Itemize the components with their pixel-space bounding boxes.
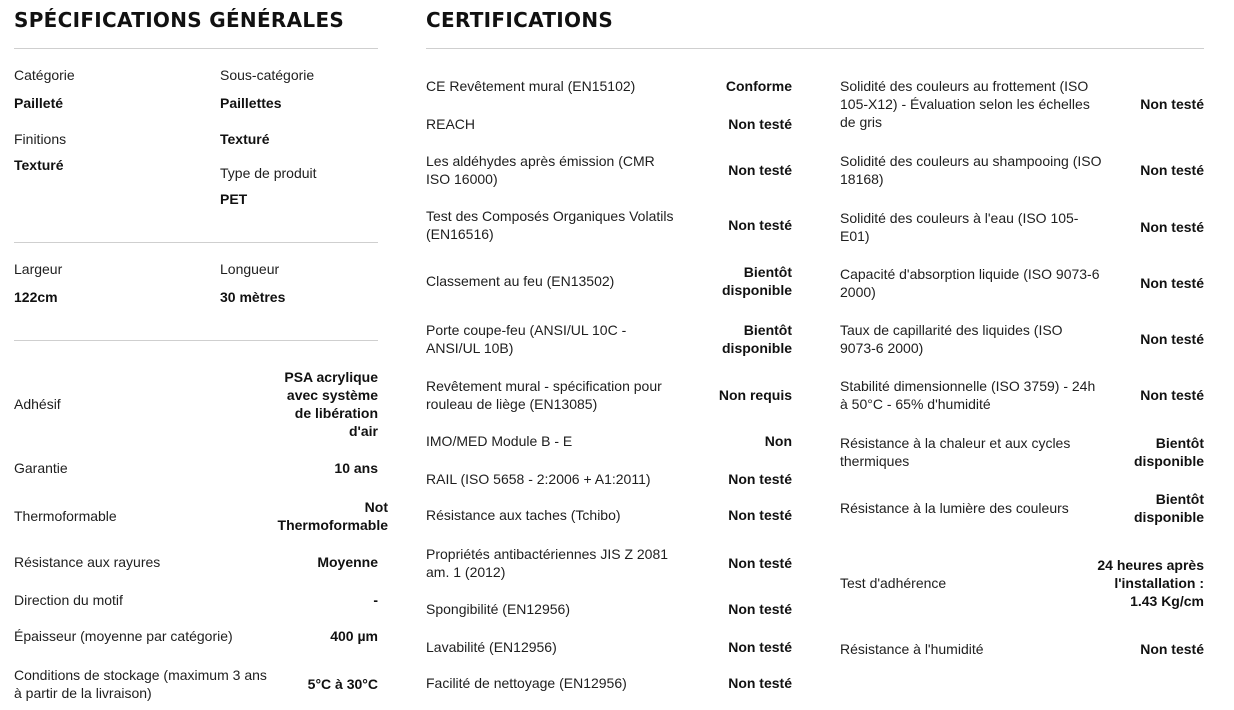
certification-label: Solidité des couleurs au shampooing (ISO 18168) xyxy=(840,153,1102,187)
spec-label: Adhésif xyxy=(14,396,61,412)
spec-label: Thermoformable xyxy=(14,508,117,524)
categorie-value: Pailleté xyxy=(14,95,64,111)
texture-value: Texturé xyxy=(220,131,270,147)
certification-label: Solidité des couleurs au frottement (ISO 105-X12) - Évaluation selon les échelles de gris xyxy=(840,78,1090,130)
spec-value: 400 µm xyxy=(330,628,378,644)
spec-label: Épaisseur (moyenne par catégorie) xyxy=(14,628,233,644)
largeur-value: 122cm xyxy=(14,289,58,305)
certification-row xyxy=(426,637,792,657)
largeur-label: Largeur xyxy=(14,261,63,277)
certification-row xyxy=(840,376,1204,414)
spec-label: Garantie xyxy=(14,460,68,476)
certification-row xyxy=(426,544,792,582)
general-title-divider xyxy=(14,48,378,49)
finitions-label: Finitions xyxy=(14,131,67,147)
sous-categorie-label: Sous-catégorie xyxy=(220,67,315,83)
certification-value: Non testé xyxy=(728,217,792,233)
certification-value: Non testé xyxy=(728,507,792,523)
certification-row xyxy=(426,320,792,358)
spec-label: Résistance aux rayures xyxy=(14,554,161,570)
certification-row xyxy=(426,114,792,134)
spec-row xyxy=(14,366,378,442)
certification-label: IMO/MED Module B - E xyxy=(426,433,573,449)
certification-value: Conforme xyxy=(725,78,792,94)
certification-label: Propriétés antibactériennes JIS Z 2081 am. 1 (2012) xyxy=(426,546,669,580)
certification-label: RAIL (ISO 5658 - 2:2006 + A1:2011) xyxy=(426,471,651,487)
certifications-title-divider xyxy=(426,48,1204,49)
certification-value: Non testé xyxy=(728,675,792,691)
spec-value: - xyxy=(373,592,378,608)
spec-value: Not Thermoformable xyxy=(277,499,388,533)
certification-row xyxy=(426,673,792,693)
certification-label: Solidité des couleurs à l'eau (ISO 105-E01) xyxy=(840,210,1079,244)
certification-row xyxy=(840,208,1204,246)
spec-row xyxy=(14,665,378,703)
sous-categorie-value: Paillettes xyxy=(220,95,282,111)
general-divider-1 xyxy=(14,242,378,243)
certification-value: Non testé xyxy=(728,601,792,617)
spec-row xyxy=(14,496,388,536)
certification-value: 24 heures après l'installation : 1.43 Kg/cm xyxy=(1097,557,1204,609)
spec-value: 10 ans xyxy=(334,460,378,476)
certification-label: Capacité d'absorption liquide (ISO 9073-6 2000) xyxy=(840,266,1100,300)
certification-label: Porte coupe-feu (ANSI/UL 10C - ANSI/UL 10B) xyxy=(426,322,627,356)
spec-label: Direction du motif xyxy=(14,592,123,608)
longueur-label: Longueur xyxy=(220,261,280,277)
certification-value: Non testé xyxy=(728,639,792,655)
spec-label: Conditions de stockage (maximum 3 ans à partir de la livraison) xyxy=(14,667,267,701)
spec-row xyxy=(14,552,378,572)
certification-value: Non testé xyxy=(1140,331,1204,347)
certification-label: Taux de capillarité des liquides (ISO 9073-6 2000) xyxy=(840,322,1063,356)
certification-row xyxy=(840,639,1204,659)
categorie-label: Catégorie xyxy=(14,67,75,83)
certification-value: Non requis xyxy=(718,387,792,403)
spec-row xyxy=(14,590,378,610)
certification-label: Résistance aux taches (Tchibo) xyxy=(426,507,621,523)
certification-row xyxy=(840,264,1204,302)
certification-value: Non xyxy=(764,433,792,449)
certification-value: Non testé xyxy=(728,162,792,178)
certification-label: Spongibilité (EN12956) xyxy=(426,601,570,617)
certification-label: Revêtement mural - spécification pour rouleau de liège (EN13085) xyxy=(426,378,662,412)
type-produit-value: PET xyxy=(220,191,248,207)
certification-row xyxy=(426,151,792,189)
certification-label: Lavabilité (EN12956) xyxy=(426,639,557,655)
certification-label: Résistance à la chaleur et aux cycles thermiques xyxy=(840,435,1071,469)
longueur-value: 30 mètres xyxy=(220,289,286,305)
certifications-title: CERTIFICATIONS xyxy=(426,8,614,32)
certification-label: Les aldéhydes après émission (CMR ISO 16000) xyxy=(426,153,655,187)
certification-value: Non testé xyxy=(1140,96,1204,112)
spec-value: Moyenne xyxy=(317,554,378,570)
certification-row xyxy=(426,262,792,300)
certification-label: Résistance à l'humidité xyxy=(840,641,984,657)
certification-label: Test d'adhérence xyxy=(840,575,947,591)
certification-label: CE Revêtement mural (EN15102) xyxy=(426,78,636,94)
certification-value: Non testé xyxy=(1140,162,1204,178)
certification-value: Bientôt disponible xyxy=(722,264,792,298)
general-specs-title: SPÉCIFICATIONS GÉNÉRALES xyxy=(14,8,345,32)
type-produit-label: Type de produit xyxy=(220,165,317,181)
certification-row xyxy=(840,489,1204,527)
certification-row xyxy=(840,151,1204,189)
spec-row xyxy=(14,626,378,646)
certification-row xyxy=(840,545,1204,621)
certification-row xyxy=(840,320,1204,358)
certification-row xyxy=(426,469,792,489)
spec-value: PSA acrylique avec système de libération d'air xyxy=(284,369,378,439)
certification-row xyxy=(426,599,792,619)
certification-row xyxy=(426,505,792,525)
general-divider-2 xyxy=(14,340,378,341)
certification-row xyxy=(426,376,792,414)
certification-value: Non testé xyxy=(1140,275,1204,291)
certification-value: Non testé xyxy=(728,116,792,132)
certification-value: Non testé xyxy=(1140,219,1204,235)
certification-value: Bientôt disponible xyxy=(1134,435,1204,469)
certification-value: Non testé xyxy=(728,555,792,571)
spec-value: 5°C à 30°C xyxy=(307,676,378,692)
certification-label: REACH xyxy=(426,116,476,132)
certification-row xyxy=(840,76,1204,132)
certification-value: Non testé xyxy=(1140,641,1204,657)
spec-row xyxy=(14,458,378,478)
certification-value: Non testé xyxy=(728,471,792,487)
certification-row xyxy=(426,431,792,451)
certification-value: Non testé xyxy=(1140,387,1204,403)
certification-label: Stabilité dimensionnelle (ISO 3759) - 24h à 50°C - 65% d'humidité xyxy=(840,378,1096,412)
finitions-value: Texturé xyxy=(14,157,64,173)
certification-label: Facilité de nettoyage (EN12956) xyxy=(426,675,627,691)
certification-label: Résistance à la lumière des couleurs xyxy=(840,500,1069,516)
certification-row xyxy=(840,433,1204,471)
certification-label: Classement au feu (EN13502) xyxy=(426,273,615,289)
certification-row xyxy=(426,206,792,244)
certification-row xyxy=(426,76,792,96)
certification-value: Bientôt disponible xyxy=(722,322,792,356)
certification-value: Bientôt disponible xyxy=(1134,491,1204,525)
certification-label: Test des Composés Organiques Volatils (EN16516) xyxy=(426,208,674,242)
